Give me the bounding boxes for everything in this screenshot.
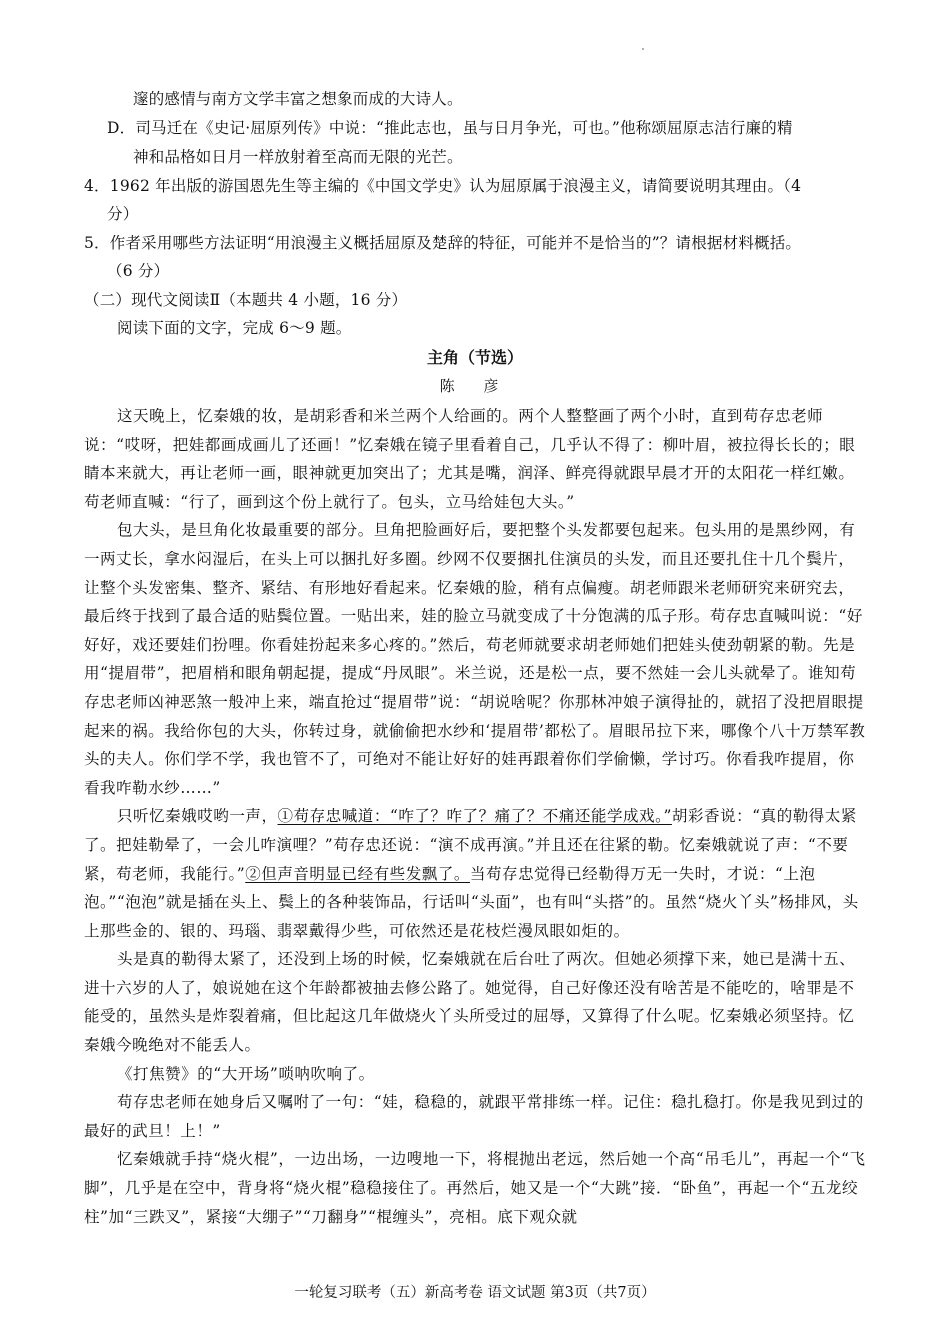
article-paragraph: 苟存忠老师在她身后又嘱咐了一句：“娃，稳稳的，就跟平常排练一样。记住：稳扎稳打。你是我见到过的最好的武旦！上！”	[84, 1093, 864, 1140]
paragraph-text: 当苟存忠觉得已经勒得万无一失时，才说：“上泡泡。”“泡泡”就是插在头上、鬓上的各种装饰品，行话叫“头面”，也有叫“头搭”的。虽然“烧火丫头”杨排风，头上那些金的、银的、玛瑙、翡翠戴得少些，可依然还是花枝烂漫凤眼如炬的。	[84, 864, 859, 940]
article-paragraph: 头是真的勒得太紧了，还没到上场的时候，忆秦娥就在后台吐了两次。但她必须撑下来，她已是满十五、进十六岁的人了，娘说她在这个年龄都被抽去修公路了。她觉得，自己好像还没有啥苦是不能吃的，啥罪是不能受的，虽然头是炸裂着痛，但比起这几年做烧火丫头所受过的屈辱，又算得了什么呢。忆秦娥必须坚持。忆秦娥今晚绝对不能丢人。	[84, 950, 856, 1055]
question-4-line-1: 4．1962 年出版的游国恩先生等主编的《中国文学史》认为屈原属于浪漫主义，请简要说明其理由。（4	[84, 177, 802, 195]
article-body	[84, 402, 867, 1231]
option-c-continuation: 邃的感情与南方文学丰富之想象而成的大诗人。	[133, 90, 463, 108]
option-d-line-1: D．司马迁在《史记·屈原列传》中说：“推此志也，虽与日月争光，可也。”他称颂屈原志洁行廉的精	[107, 119, 793, 137]
question-5-line-1: 5．作者采用哪些方法证明“用浪漫主义概括屈原及楚辞的特征，可能并不是恰当的”？请根据材料概括。	[84, 234, 802, 252]
paragraph-text: 胡彩香说：“真的勒得太紧了。把娃勒晕了，一会儿咋演哩？”苟存忠还说：“演不成再演。”并且还在往紧的勒。忆秦娥就说了声：“不要紧，苟老师，我能行。”	[84, 807, 857, 883]
question-4-line-2: 分）	[107, 205, 139, 223]
option-d-line-2: 神和品格如日月一样放射着至高而无限的光芒。	[133, 148, 463, 166]
page-footer: 一轮复习联考（五）新高考卷 语文试题 第3页（共7页）	[294, 1285, 656, 1301]
article-paragraph: 这天晚上，忆秦娥的妆，是胡彩香和米兰两个人给画的。两个人整整画了两个小时，直到苟存忠老师说：“哎呀，把娃都画成画儿了还画！”忆秦娥在镜子里看着自己，几乎认不得了：柳叶眉，被拉得长长的；眼睛本来就大，再让老师一画，眼神就更加突出了；尤其是嘴，润泽、鲜亮得就跟早晨才开的太阳花一样红嫩。苟老师直喊：“行了，画到这个份上就行了。包头，立马给娃包大头。”	[84, 407, 856, 511]
question-5-line-2: （6 分）	[107, 262, 170, 280]
article-title: 主角（节选）	[426, 348, 523, 367]
article-author: 陈 彦	[439, 377, 511, 395]
underlined-sentence-2: ②但声音明显已经有些发飘了。	[245, 864, 470, 883]
article-paragraph: 包大头，是旦角化妆最重要的部分。旦角把脸画好后，要把整个头发都要包起来。包头用的是黑纱网，有一两丈长，拿水闷湿后，在头上可以捆扎好多圈。纱网不仅要捆扎住演员的头发，而且还要扎住十几个鬓片，让整个头发密集、整齐、紧结、有形地好看起来。忆秦娥的脸，稍有点偏瘦。胡老师跟米老师研究来研究去，最后终于找到了最合适的贴鬓位置。一贴出来，娃的脸立马就变成了十分饱满的瓜子形。苟存忠直喊叫说：“好好好，戏还要娃们扮哩。你看娃扮起来多心疼的。”然后，苟老师就要求胡老师她们把娃头使劲朝紧的勒。先是用“提眉带”，把眉梢和眼角朝起提，提成“丹凤眼”。米兰说，还是松一点，要不然娃一会儿头就晕了。谁知苟存忠老师凶神恶煞一般冲上来，端直抢过“提眉带”说：“胡说啥呢？你那林冲娘子演得扯的，就招了没把眉眼提起来的祸。我给你包的大头，你转过身，就偷偷把水纱和‘提眉带’都松了。眉眼吊拉下来，哪像个八十万禁军教头的夫人。你们学不学，我也管不了，可绝对不能让好好的娃再跟着你们学偷懒，学讨巧。你看我咋提眉，你看我咋勒水纱……”	[84, 521, 866, 797]
article-paragraph	[84, 802, 867, 945]
scan-speck	[642, 48, 644, 50]
underlined-sentence-1: ①苟存忠喊道：“咋了？咋了？痛了？不痛还能学成戏。”	[277, 807, 672, 826]
section-instruction: 阅读下面的文字，完成 6～9 题。	[117, 319, 352, 337]
article-paragraph: 忆秦娥就手持“烧火棍”，一边出场，一边嗖地一下，将棍抛出老远，然后她一个高“吊毛儿”，再起一个“飞脚”，几乎是在空中，背身将“烧火棍”稳稳接住了。再然后，她又是一个“大跳”接．“卧鱼”，再起一个“五龙绞柱”加“三跌叉”，紧接“大绷子”“刀翻身”“棍缠头”，亮相。底下观众就	[84, 1150, 866, 1226]
paragraph-text: 只听忆秦娥哎哟一声，	[117, 807, 278, 826]
section-heading: （二）现代文阅读Ⅱ（本题共 4 小题，16 分）	[84, 291, 408, 309]
article-paragraph: 《打焦赞》的“大开场”唢呐吹响了。	[117, 1064, 375, 1083]
